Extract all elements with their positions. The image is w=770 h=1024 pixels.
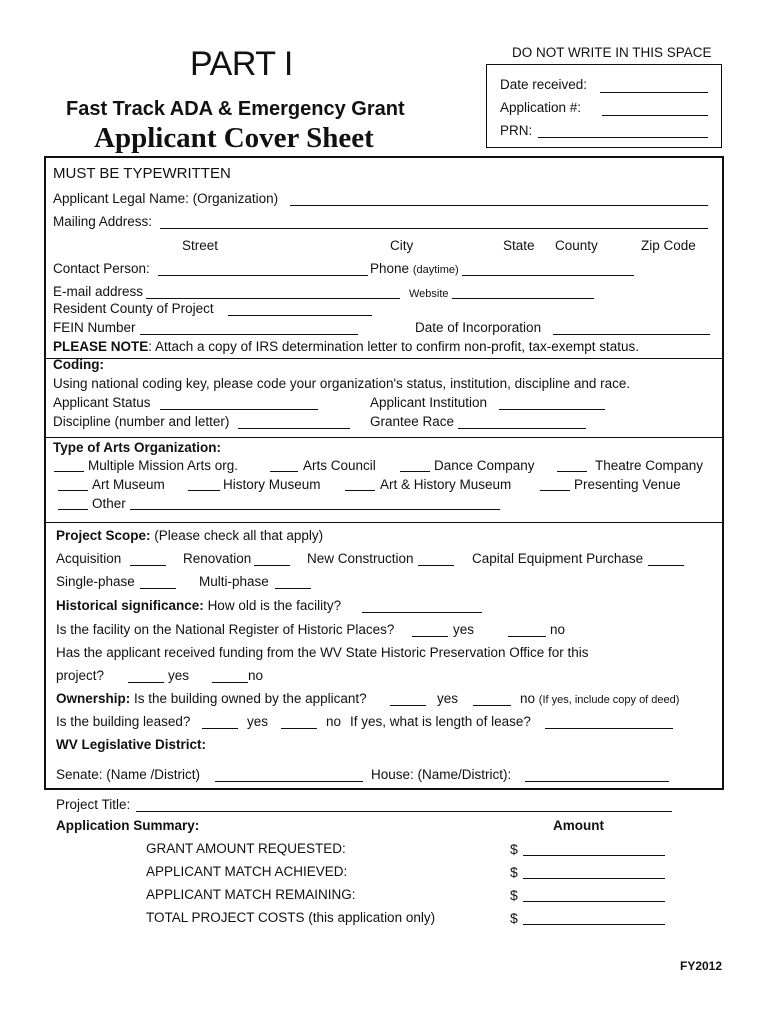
section-divider bbox=[44, 437, 724, 438]
email-label: E-mail address bbox=[53, 284, 144, 299]
match-remaining-amount[interactable] bbox=[523, 901, 665, 902]
national-register-no-checkbox[interactable] bbox=[508, 636, 546, 637]
new-construction-label: New Construction bbox=[307, 551, 414, 566]
ownership-label: Ownership: bbox=[56, 691, 131, 706]
grant-requested-label: GRANT AMOUNT REQUESTED: bbox=[146, 841, 346, 856]
grant-name: Fast Track ADA & Emergency Grant bbox=[66, 98, 405, 120]
ownership-question: Is the building owned by the applicant? bbox=[134, 691, 367, 706]
applicant-status-field[interactable] bbox=[160, 409, 318, 410]
project-scope-heading: Project Scope: bbox=[56, 528, 151, 543]
mailing-address-field[interactable] bbox=[160, 228, 708, 229]
grantee-race-field[interactable] bbox=[458, 428, 586, 429]
deed-note: (If yes, include copy of deed) bbox=[538, 694, 680, 706]
other-checkbox[interactable] bbox=[58, 509, 88, 510]
match-remaining-label: APPLICANT MATCH REMAINING: bbox=[146, 887, 356, 902]
grantee-race-label: Grantee Race bbox=[370, 414, 455, 429]
phone-label-text: Phone bbox=[370, 261, 410, 276]
email-field[interactable] bbox=[146, 298, 400, 299]
funding-yes-checkbox[interactable] bbox=[128, 682, 164, 683]
please-note-text: : Attach a copy of IRS determination letter to confirm non-profit, tax-exempt status. bbox=[148, 339, 639, 354]
resident-county-label: Resident County of Project bbox=[53, 301, 214, 316]
daytime-note: (daytime) bbox=[412, 264, 459, 276]
leased-yes-checkbox[interactable] bbox=[202, 728, 238, 729]
mailing-address-label: Mailing Address: bbox=[53, 214, 153, 229]
other-field[interactable] bbox=[130, 509, 500, 510]
zip-label: Zip Code bbox=[641, 238, 696, 253]
single-phase-checkbox[interactable] bbox=[140, 588, 176, 589]
page-title: Applicant Cover Sheet bbox=[94, 122, 374, 154]
art-history-museum-label: Art & History Museum bbox=[380, 477, 512, 492]
project-scope bbox=[56, 528, 323, 544]
city-label: City bbox=[390, 238, 414, 253]
funding-no-checkbox[interactable] bbox=[212, 682, 248, 683]
multiple-mission-checkbox[interactable] bbox=[54, 471, 84, 472]
art-history-museum-checkbox[interactable] bbox=[345, 490, 375, 491]
capital-equipment-label: Capital Equipment Purchase bbox=[472, 551, 644, 566]
owned-no-checkbox[interactable] bbox=[473, 705, 511, 706]
resident-county-field[interactable] bbox=[228, 315, 372, 316]
lease-length-field[interactable] bbox=[545, 728, 673, 729]
applicant-status-label: Applicant Status bbox=[53, 395, 151, 410]
leased-yes: yes bbox=[247, 714, 269, 729]
fein-field[interactable] bbox=[140, 334, 358, 335]
applicant-institution-field[interactable] bbox=[499, 409, 605, 410]
funding-question: Has the applicant received funding from the WV State Historic Preservation Office for this bbox=[56, 645, 589, 660]
house-label: House: (Name/District): bbox=[371, 767, 512, 782]
section-divider bbox=[44, 522, 724, 523]
street-label: Street bbox=[182, 238, 219, 253]
phone-field[interactable] bbox=[462, 275, 634, 276]
arts-council-label: Arts Council bbox=[303, 458, 376, 473]
theatre-company-checkbox[interactable] bbox=[557, 471, 587, 472]
match-achieved-label: APPLICANT MATCH ACHIEVED: bbox=[146, 864, 348, 879]
facility-age-field[interactable] bbox=[362, 612, 482, 613]
project-title-field[interactable] bbox=[136, 811, 672, 812]
please-note bbox=[53, 339, 639, 355]
contact-person-field[interactable] bbox=[158, 275, 368, 276]
summary-heading: Application Summary: bbox=[56, 818, 200, 833]
date-received-field[interactable] bbox=[600, 92, 708, 93]
historical-significance-label: Historical significance: bbox=[56, 598, 204, 613]
please-note-label: PLEASE NOTE bbox=[53, 339, 149, 354]
contact-person-label: Contact Person: bbox=[53, 261, 150, 276]
website-label: Website bbox=[409, 288, 449, 300]
discipline-label: Discipline (number and letter) bbox=[53, 414, 230, 429]
owned-yes-checkbox[interactable] bbox=[390, 705, 426, 706]
presenting-venue-label: Presenting Venue bbox=[574, 477, 681, 492]
total-costs-amount[interactable] bbox=[523, 924, 665, 925]
prn-field[interactable] bbox=[538, 137, 708, 138]
multi-phase-checkbox[interactable] bbox=[275, 588, 311, 589]
part-title: PART I bbox=[190, 45, 293, 83]
dollar-sign: $ bbox=[510, 887, 518, 903]
owned-no-label: no bbox=[520, 691, 536, 706]
national-register-yes: yes bbox=[453, 622, 475, 637]
dollar-sign: $ bbox=[510, 841, 518, 857]
history-museum-label: History Museum bbox=[223, 477, 321, 492]
dance-company-checkbox[interactable] bbox=[400, 471, 430, 472]
arts-type-heading: Type of Arts Organization: bbox=[53, 440, 222, 455]
coding-instruction: Using national coding key, please code your organization's status, institution, discipline and race. bbox=[53, 376, 631, 391]
incorporation-date-label: Date of Incorporation bbox=[415, 320, 542, 335]
project-title-label: Project Title: bbox=[56, 797, 131, 812]
legislative-heading: WV Legislative District: bbox=[56, 737, 207, 752]
national-register-no: no bbox=[550, 622, 566, 637]
typewritten-notice: MUST BE TYPEWRITTEN bbox=[53, 165, 231, 182]
national-register-yes-checkbox[interactable] bbox=[412, 636, 448, 637]
applicant-institution-label: Applicant Institution bbox=[370, 395, 488, 410]
application-number-label: Application #: bbox=[500, 100, 582, 115]
arts-council-checkbox[interactable] bbox=[270, 471, 298, 472]
county-label: County bbox=[555, 238, 598, 253]
funding-no: no bbox=[248, 668, 264, 683]
acquisition-label: Acquisition bbox=[56, 551, 122, 566]
lease-length-label: If yes, what is length of lease? bbox=[350, 714, 531, 729]
presenting-venue-checkbox[interactable] bbox=[540, 490, 570, 491]
dollar-sign: $ bbox=[510, 910, 518, 926]
dance-company-label: Dance Company bbox=[434, 458, 535, 473]
new-construction-checkbox[interactable] bbox=[418, 565, 454, 566]
theatre-company-label: Theatre Company bbox=[595, 458, 704, 473]
multi-phase-label: Multi-phase bbox=[199, 574, 269, 589]
other-label: Other bbox=[92, 496, 126, 511]
capital-equipment-checkbox[interactable] bbox=[648, 565, 684, 566]
date-received-label: Date received: bbox=[500, 77, 588, 92]
ownership bbox=[56, 691, 367, 707]
senate-field[interactable] bbox=[215, 781, 363, 782]
grant-requested-amount[interactable] bbox=[523, 855, 665, 856]
house-field[interactable] bbox=[525, 781, 669, 782]
prn-label: PRN: bbox=[500, 123, 533, 138]
legal-name-label: Applicant Legal Name: (Organization) bbox=[53, 191, 279, 206]
amount-heading: Amount bbox=[553, 818, 604, 833]
fein-label: FEIN Number bbox=[53, 320, 136, 335]
office-use-label: DO NOT WRITE IN THIS SPACE bbox=[512, 45, 712, 60]
incorporation-date-field[interactable] bbox=[553, 334, 710, 335]
coding-heading: Coding: bbox=[53, 357, 104, 372]
fiscal-year: FY2012 bbox=[680, 959, 723, 973]
historical-significance bbox=[56, 598, 341, 614]
funding-question-cont: project? bbox=[56, 668, 105, 683]
renovation-checkbox[interactable] bbox=[254, 565, 290, 566]
project-scope-note: (Please check all that apply) bbox=[154, 528, 324, 543]
application-number-field[interactable] bbox=[602, 115, 708, 116]
owned-yes: yes bbox=[437, 691, 459, 706]
phone-label bbox=[370, 261, 459, 278]
multiple-mission-label: Multiple Mission Arts org. bbox=[88, 458, 239, 473]
total-costs-label: TOTAL PROJECT COSTS (this application only) bbox=[146, 910, 436, 925]
owned-no bbox=[520, 691, 679, 708]
senate-label: Senate: (Name /District) bbox=[56, 767, 201, 782]
legal-name-field[interactable] bbox=[290, 205, 708, 206]
history-museum-checkbox[interactable] bbox=[188, 490, 220, 491]
renovation-label: Renovation bbox=[183, 551, 252, 566]
match-achieved-amount[interactable] bbox=[523, 878, 665, 879]
discipline-field[interactable] bbox=[238, 428, 350, 429]
section-divider bbox=[44, 358, 724, 359]
state-label: State bbox=[503, 238, 535, 253]
national-register-question: Is the facility on the National Register of Historic Places? bbox=[56, 622, 395, 637]
historical-question: How old is the facility? bbox=[207, 598, 342, 613]
website-field[interactable] bbox=[452, 298, 594, 299]
dollar-sign: $ bbox=[510, 864, 518, 880]
art-museum-label: Art Museum bbox=[92, 477, 165, 492]
leased-no-checkbox[interactable] bbox=[281, 728, 317, 729]
art-museum-checkbox[interactable] bbox=[58, 490, 88, 491]
leased-question: Is the building leased? bbox=[56, 714, 191, 729]
acquisition-checkbox[interactable] bbox=[130, 565, 166, 566]
single-phase-label: Single-phase bbox=[56, 574, 135, 589]
funding-yes: yes bbox=[168, 668, 190, 683]
leased-no: no bbox=[326, 714, 342, 729]
